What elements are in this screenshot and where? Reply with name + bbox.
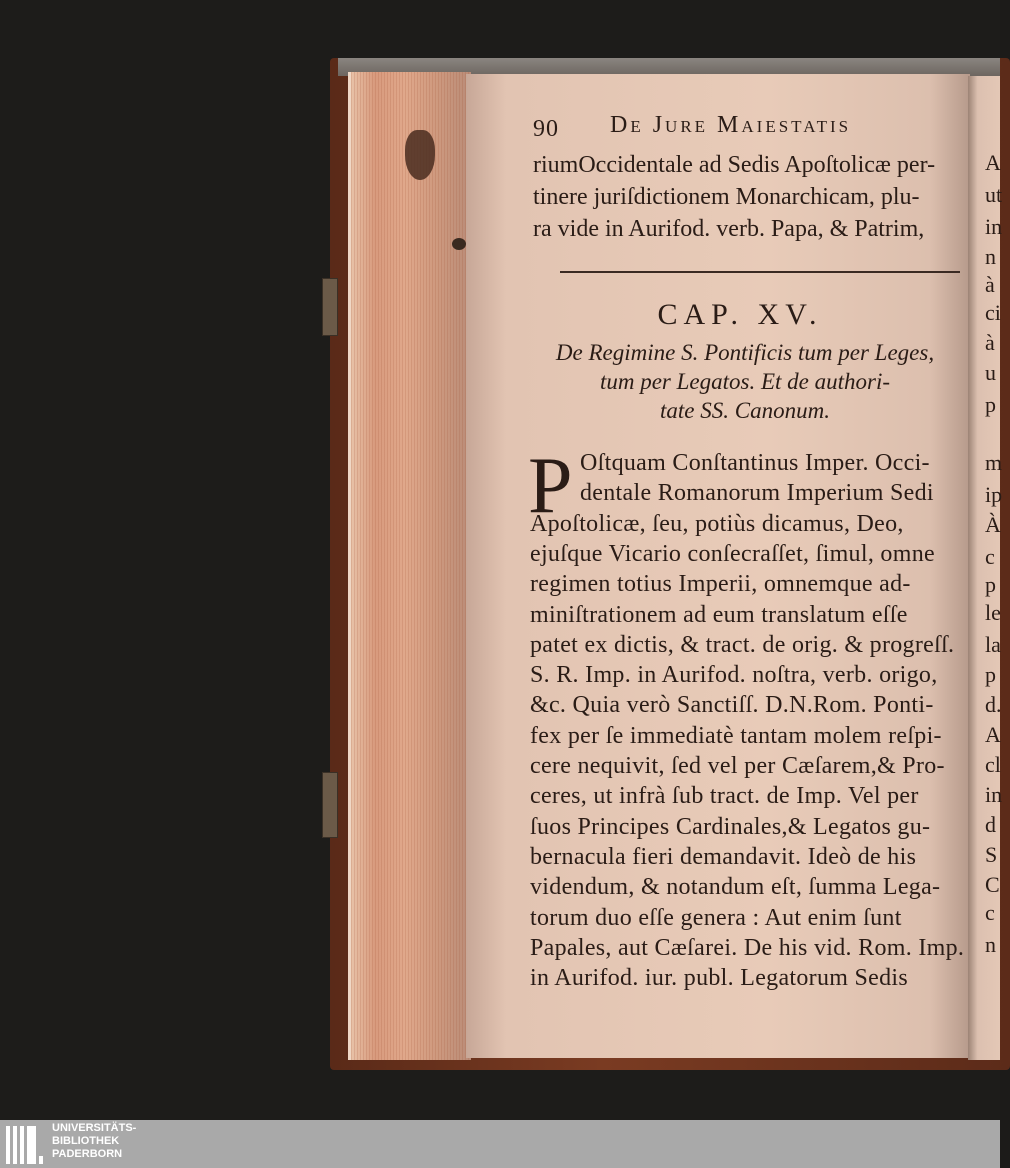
facing-page-letter: A: [985, 150, 1001, 175]
facing-page-letter: p: [985, 572, 996, 597]
section-rule: [560, 271, 960, 273]
body-line: S. R. Imp. in Aurifod. noſtra, verb. origo,: [530, 662, 938, 689]
chapter-subtitle-line: tum per Legatos. Et de authori-: [599, 369, 891, 394]
facing-page-letter: À: [985, 512, 1001, 537]
clasp-top: [322, 278, 338, 336]
text-line: riumOccidentale ad Sedis Apoſtolicæ per-: [533, 152, 936, 178]
facing-page-letter: S: [985, 842, 998, 867]
body-line: cere nequivit, ſed vel per Cæſarem,& Pro-: [530, 753, 945, 779]
facing-page-letter: A: [985, 722, 1001, 747]
body-line: videndum, & notandum eſt, ſumma Lega-: [530, 874, 941, 901]
chapter-subtitle-line: De Regimine S. Pontificis tum per Leges,: [555, 340, 935, 365]
ink-spot: [452, 238, 466, 250]
library-logo-text: [52, 1122, 136, 1161]
body-line: ſuos Principes Cardinales,& Legatos gu-: [530, 813, 931, 840]
clasp-bottom: [322, 772, 338, 838]
body-line: miniſtrationem ad eum translatum eſſe: [530, 601, 908, 628]
facing-page-letter: u: [985, 360, 996, 385]
body-line: ejuſque Vicario conſecraſſet, ſimul, omne: [530, 540, 935, 567]
facing-page-letter: p: [985, 392, 996, 417]
facing-page-letter: c: [985, 544, 995, 569]
chapter-title: CAP. XV.: [657, 298, 823, 331]
page-number: 90: [533, 116, 559, 142]
library-logo-icon: [6, 1126, 46, 1164]
facing-page-letter: d: [985, 812, 996, 837]
facing-page-letter: ut: [985, 182, 1003, 207]
facing-page-letter: ci: [985, 300, 1001, 325]
text-line: ra vide in Aurifod. verb. Papa, & Patrim,: [533, 216, 925, 242]
facing-page-letter: c: [985, 900, 995, 925]
body-line: regimen totius Imperii, omnemque ad-: [530, 571, 911, 598]
drop-cap: P: [528, 442, 573, 530]
facing-page-letter: in: [985, 214, 1003, 239]
facing-page-letter: à: [985, 272, 995, 297]
body-line: in Aurifod. iur. publ. Legatorum Sedis: [530, 965, 909, 992]
text-line: tinere juriſdictionem Monarchicam, plu-: [533, 184, 920, 210]
body-line: bernacula fieri demandavit. Ideò de his: [530, 843, 917, 870]
page-block-edge: [348, 72, 471, 1060]
footer-bar: [0, 1120, 1000, 1168]
facing-page-letter: d.: [985, 692, 1002, 717]
facing-page-letter: in: [985, 782, 1003, 807]
chapter-subtitle-line: tate SS. Canonum.: [660, 398, 830, 423]
facing-page-letter: p: [985, 662, 996, 687]
running-head: De Jure Maiestatis: [610, 112, 852, 138]
facing-page-letter: n: [985, 244, 996, 269]
facing-page-letter: m: [985, 450, 1003, 475]
facing-page-letter: cl: [985, 752, 1001, 777]
body-line: torum duo eſſe genera : Aut enim ſunt: [530, 904, 902, 931]
facing-page-letter: C: [985, 872, 1000, 897]
facing-page-letter: à: [985, 330, 995, 355]
body-line: ceres, ut infrà ſub tract. de Imp. Vel per: [530, 783, 919, 810]
facing-page-letter: n: [985, 932, 996, 957]
body-line: Oſtquam Conſtantinus Imper. Occi-: [580, 450, 930, 476]
body-line: Apoſtolicæ, ſeu, potiùs dicamus, Deo,: [530, 510, 904, 537]
logo-line: UNIVERSITÄTS-: [52, 1122, 137, 1134]
facing-page-letter: la: [985, 632, 1001, 657]
body-line: patet ex dictis, & tract. de orig. & progreſſ.: [530, 631, 955, 658]
logo-line: BIBLIOTHEK: [52, 1135, 120, 1147]
body-line: &c. Quia verò Sanctiſſ. D.N.Rom. Ponti-: [530, 692, 934, 719]
ink-stain: [405, 130, 435, 180]
facing-page-letter: ip: [985, 482, 1003, 507]
body-line: dentale Romanorum Imperium Sedi: [580, 480, 934, 507]
facing-page-letter: le: [985, 600, 1001, 625]
body-line: fex per ſe immediatè tantam molem reſpi-: [530, 722, 942, 749]
body-line: Papales, aut Cæſarei. De his vid. Rom. Imp.: [530, 934, 965, 961]
logo-line: PADERBORN: [52, 1148, 123, 1160]
